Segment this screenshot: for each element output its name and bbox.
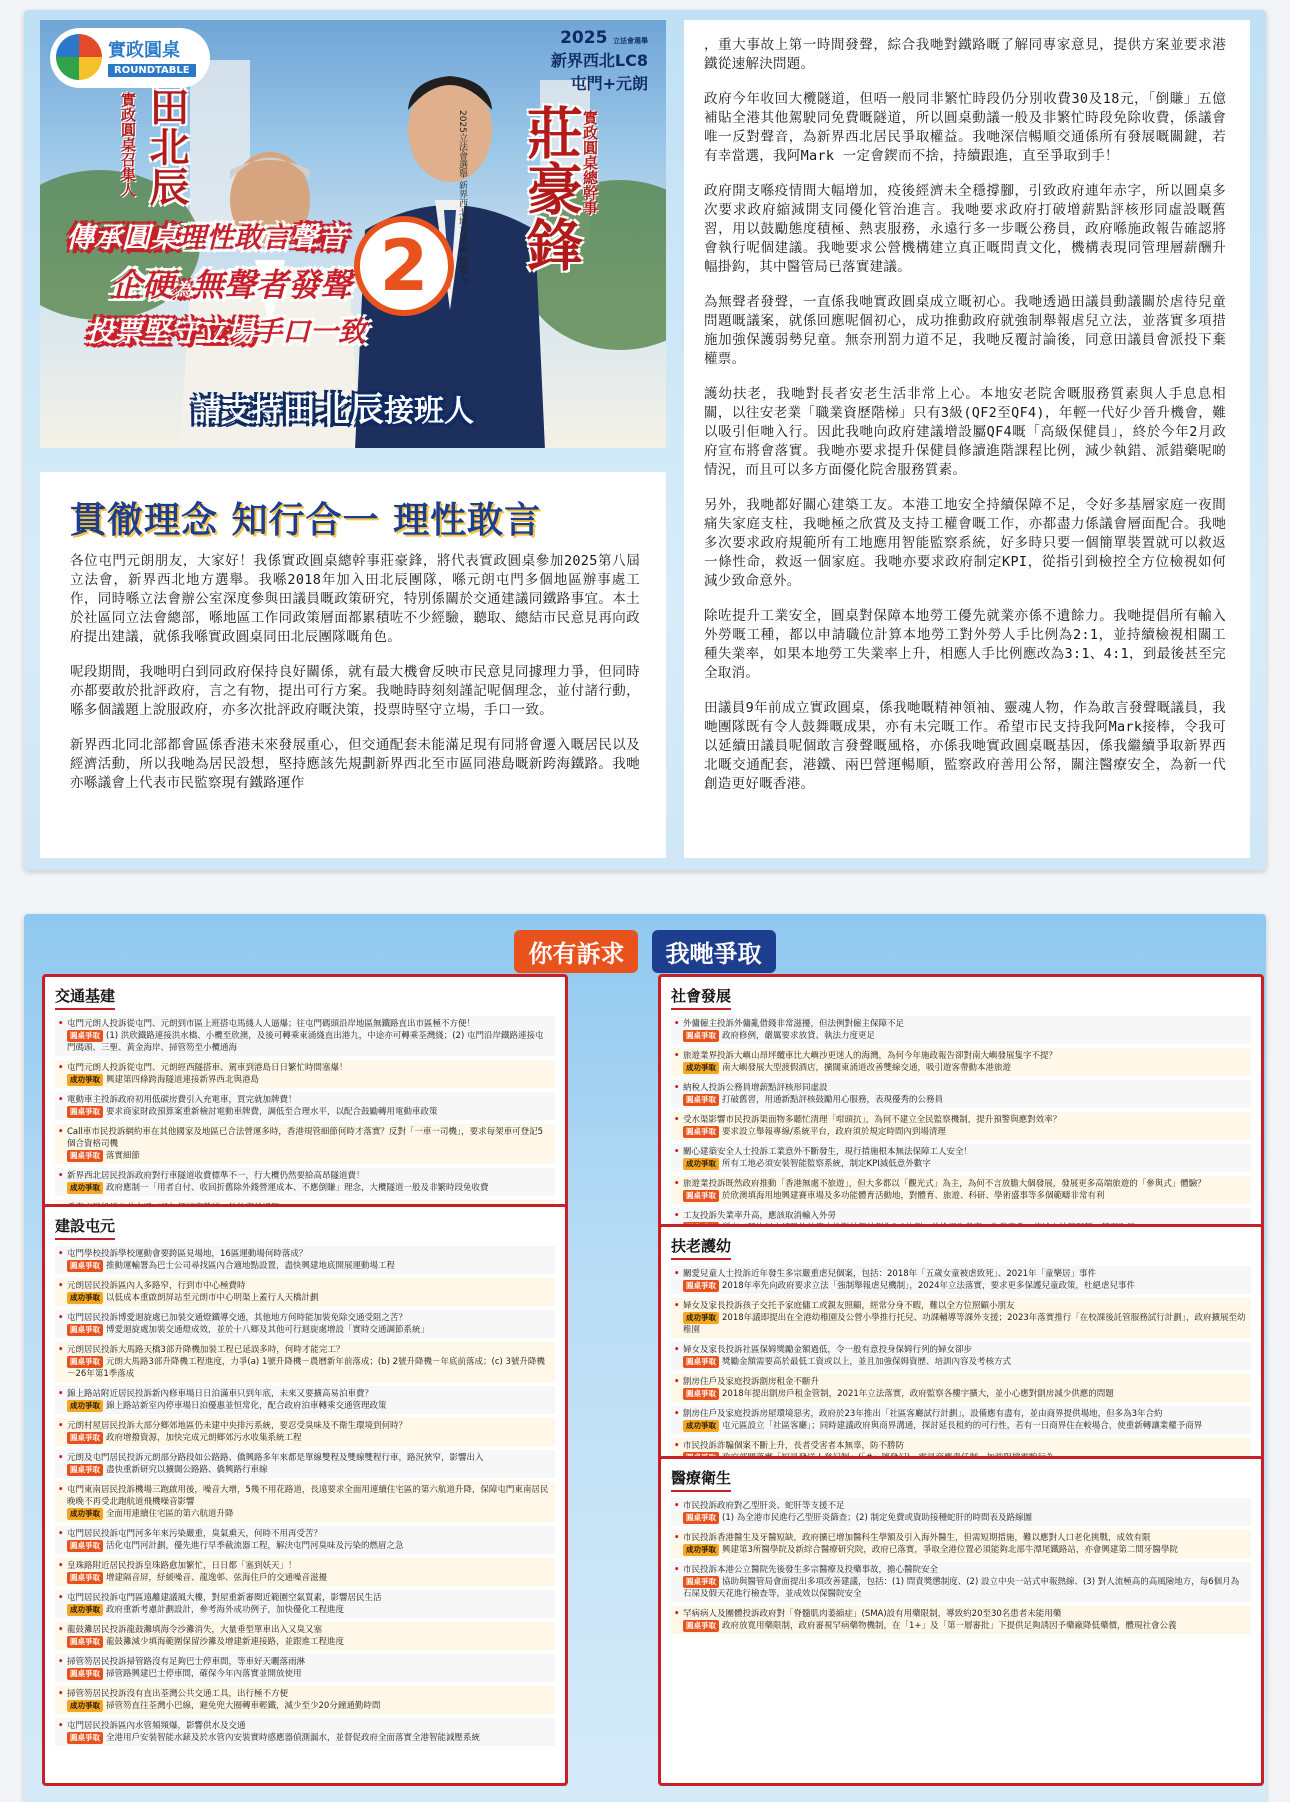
left-person-title: 實政圓桌召集人 — [119, 92, 137, 197]
demand-item — [671, 1342, 1251, 1370]
demand-question: 元朗居民投訴區內人多路窄，行到市中心極費時 — [67, 1281, 246, 1291]
bullet-icon: • — [674, 1301, 680, 1311]
demand-item — [671, 1176, 1251, 1204]
demand-item — [671, 1016, 1251, 1044]
demand-question: 錦上路站附近居民投訴新內修車場日日泊滿車只到年底，未來又要擴高易泊車費？ — [67, 1389, 374, 1399]
status-badge: 圓桌爭取 — [67, 1260, 103, 1272]
category-care — [658, 1224, 1264, 1464]
demand-answer — [683, 1030, 1247, 1042]
status-badge: 成功爭取 — [67, 1292, 103, 1304]
demand-item — [671, 1530, 1251, 1558]
status-badge: 圓桌爭取 — [67, 1106, 103, 1118]
demand-answer-text: 所有工地必須安裝智能監察系統，制定KPI減低意外數字 — [722, 1159, 931, 1169]
demands-banner — [24, 930, 1266, 974]
demand-answer — [67, 1150, 551, 1162]
demand-item — [55, 1590, 555, 1618]
demand-answer-text: 協助與醫管局會面提出多項改善建議，包括：(1) 問責獎懲制度、(2) 設立中央一站式申報熱線、(3) 對人流極高的高風險地方，每6個月為石屎及假天花進行檢查等，並成效以保醫院安全 — [683, 1577, 1240, 1599]
demand-item — [55, 1718, 555, 1746]
bullet-icon: • — [674, 1533, 680, 1543]
bullet-icon: • — [58, 1171, 64, 1181]
demand-answer — [683, 1544, 1247, 1556]
demand-answer-text: 打破舊習，用通新點評核鼓勵用心服務，表現優秀的公務員 — [722, 1095, 944, 1105]
demand-answer-text: 屯元區設立「社區客廳」；同時建議政府與商界溝通，探討延長租約的可行性，若有一日商界住在較場合，使重新轉讓業權予商界 — [722, 1421, 1203, 1431]
status-badge: 圓桌爭取 — [683, 1190, 719, 1202]
bullet-icon: • — [58, 1625, 64, 1635]
demand-answer — [67, 1074, 551, 1086]
demand-answer-text: 政府重新考慮計劃設計，參考海外成功例子，加快優化工程進度 — [106, 1605, 345, 1615]
demand-item — [671, 1498, 1251, 1526]
demand-answer-text: 落實細節 — [106, 1151, 141, 1161]
category-title: 扶老護幼 — [671, 1235, 731, 1260]
demand-answer — [683, 1062, 1247, 1074]
demand-answer-text: 南大嶼發展大型渡假酒店，擴闊東涌道改善雙線交通，吸引遊客帶動本港旅遊 — [722, 1063, 1012, 1073]
bullet-icon: • — [58, 1249, 64, 1259]
status-badge: 成功爭取 — [67, 1508, 103, 1520]
demand-question: 皇珠路附近居民投訴皇珠路愈加繁忙，日日都「塞到妖天」！ — [67, 1561, 297, 1571]
demand-question: 元朗村屋居民投訴大部分鄉郊地區仍未建中央排污系統，要忍受臭味及不衛生環境到何時？ — [67, 1421, 408, 1431]
demand-answer — [67, 1292, 551, 1304]
demand-answer-text: 2018年議即提出在全港幼稚園及公營小學推行托兒、功課輔導等課外支援；2023年落實推行「在校課後託管服務試行計劃」，政府擴展至幼稚園 — [683, 1313, 1246, 1335]
demand-answer — [67, 1700, 551, 1712]
demand-question: 掃管笏居民投訴沒有直出荃灣公共交通工具，出行極不方便 — [67, 1689, 289, 1699]
demand-question: 劏房住戶及家庭投訴劏房租金不斷升 — [683, 1377, 820, 1387]
election-type: 立法會選舉 — [613, 37, 648, 45]
bullet-icon: • — [674, 1409, 680, 1419]
demand-answer-text: (1) 為全港市民進行乙型肝炎篩查；(2) 制定免費或資助接種蛇肝的時間表及路線圖 — [722, 1513, 1032, 1523]
demand-item — [671, 1112, 1251, 1140]
bullet-icon: • — [58, 1389, 64, 1399]
bullet-icon: • — [58, 1313, 64, 1323]
status-badge: 成功爭取 — [67, 1074, 103, 1086]
demand-item — [55, 1526, 555, 1554]
demand-question: 婦女及家長投訴孩子交托予家庭傭工或親友照顧，經常分身不暇，難以全方位照顧小朋友 — [683, 1301, 1015, 1311]
bullet-icon: • — [58, 1593, 64, 1603]
demand-item — [671, 1144, 1251, 1172]
bullet-icon: • — [674, 1565, 680, 1575]
manifesto-paragraph: 除咗提升工業安全，圓桌對保障本地勞工優先就業亦係不遺餘力。我哋提倡所有輸入外勞嘅工種，都以申請職位計算本地勞工對外勞人手比例為2:1，並持續檢視相關工種失業率，如果本地勞工失業率上升，相應人手比例應改為3:1、4:1，到最後甚至完全取消。 — [704, 608, 1226, 681]
category-items — [671, 1498, 1251, 1634]
bullet-icon: • — [58, 1561, 64, 1571]
manifesto-paragraph: 田議員9年前成立實政圓桌，係我哋嘅精神領袖、靈魂人物，作為敢言發聲嘅議員，我哋團隊既有令人鼓舞嘅成果，亦有未完嘅工作。希望市民支持我阿Mark接棒，令我可以延續田議員呢個敢言發聲嘅風格，亦係我哋實政圓桌嘅基因，係我繼續爭取新界西北嘅交通配套，港鐵、兩巴營運暢順，監察政府善用公帑，關注醫療安全，為新一代創造更好嘅香港。 — [704, 700, 1226, 792]
logo-subtitle: ROUNDTABLE — [108, 64, 196, 77]
demand-answer — [683, 1158, 1247, 1170]
bullet-icon: • — [674, 1377, 680, 1387]
demand-answer-text: 推動運輸署為巴士公司尋找區內合適地點設置，盡快興建地底開展運動場工程 — [106, 1261, 396, 1271]
demand-item — [671, 1606, 1251, 1634]
demand-item — [671, 1080, 1251, 1108]
status-badge: 圓桌爭取 — [683, 1576, 719, 1588]
intro-section — [40, 472, 666, 858]
demand-answer-text: 元朗大馬路3部升降機工程進度，力爭(a) 1號升降機－農曆新年前落成；(b) 2號升降機－年底前落成；(c) 3號升降機－26年第1季落成 — [67, 1357, 545, 1379]
status-badge: 成功爭取 — [683, 1158, 719, 1170]
category-health — [658, 1456, 1264, 1786]
demand-answer — [683, 1312, 1247, 1336]
demand-item — [55, 1386, 555, 1414]
election-tag — [551, 28, 648, 94]
category-items — [671, 1266, 1251, 1464]
demand-answer-text: 政府放寬用藥限制，政府審視罕病藥物機制，在「1+」及「第一層審批」下提供足夠誘因予藥廠降低藥價，體現社會公義 — [722, 1621, 1177, 1631]
banner-your-demands: 你有訴求 — [514, 930, 638, 973]
bullet-icon: • — [58, 1019, 64, 1029]
demand-item — [671, 1562, 1251, 1602]
demand-item — [55, 1418, 555, 1446]
demand-question: 罕病病人及團體投訴政府對「脊髓肌肉萎縮症」(SMA)設有用藥限制，導致約20至30名患者未能用藥 — [683, 1609, 1062, 1619]
status-badge: 圓桌爭取 — [683, 1512, 719, 1524]
demand-answer-text: 掃管笏直往荃灣小巴線，避免兜大圈轉車輕鐵，減少至少20分鐘通勤時間 — [106, 1701, 381, 1711]
status-badge: 成功爭取 — [67, 1700, 103, 1712]
bullet-icon: • — [674, 1345, 680, 1355]
logo-text: 實政圓桌 — [108, 40, 180, 61]
bullet-icon: • — [674, 1269, 680, 1279]
demand-question: 關心建築安全人士投訴工業意外不斷發生，現行措施根本無法保障工人安全！ — [683, 1147, 973, 1157]
demand-question: 納稅人投訴公務員增薪點評核形同虛設 — [683, 1083, 828, 1093]
status-badge: 圓桌爭取 — [67, 1030, 103, 1042]
status-badge: 圓桌爭取 — [683, 1388, 719, 1400]
category-items — [55, 1016, 555, 1214]
demand-answer-text: 以低成本重啟朗屏站至元朗市中心明渠上蓋行人天橋計劃 — [106, 1293, 319, 1303]
manifesto-paragraph: 政府今年收回大欖隧道，但唔一般同非繁忙時段仍分別收費30及18元，「倒賺」五億補貼全港其他駕駛同免費嘅隧道，所以圓桌動議一般及非繁忙時段免除收費，係議會唯一反對聲音，為新界西北居民爭取權益。我哋深信暢順交通係所有發展嘅關鍵，若有幸當選，我阿Mark 一定會鍥而不捨，持續跟進，直至爭取到手！ — [704, 91, 1226, 164]
demand-answer — [67, 1464, 551, 1476]
demand-question: 龍鼓灘居民投訴龍鼓灘填海令沙灘消失，大量垂型單車出入又臭又塞 — [67, 1625, 323, 1635]
demand-question: Call車市民投訴網約車在其他國家及地區已合法營運多時，香港規管細節何時才落實？反對「一車一司機」，要求每架車可登記5個合資格司機 — [67, 1127, 544, 1149]
demand-question: 屯門居民投訴區內水管頻頻爆，影響供水及交通 — [67, 1721, 246, 1731]
status-badge: 圓桌爭取 — [683, 1030, 719, 1042]
demand-answer — [67, 1260, 551, 1272]
demand-answer — [67, 1432, 551, 1444]
demand-answer — [683, 1576, 1247, 1600]
status-badge: 圓桌爭取 — [683, 1620, 719, 1632]
demand-question: 劏房住戶及家庭投訴房屋環境惡劣，政府於23年推出「社區客廳試行計劃」，設備應有盡有，並由商界提供場地，但多為3年合約 — [683, 1409, 1163, 1419]
bullet-icon: • — [674, 1147, 680, 1157]
status-badge: 成功爭取 — [67, 1182, 103, 1194]
bullet-icon: • — [58, 1421, 64, 1431]
bullet-icon: • — [674, 1051, 680, 1061]
demand-answer — [67, 1636, 551, 1648]
demand-answer — [67, 1182, 551, 1194]
demand-item — [55, 1622, 555, 1650]
demand-question: 元朗居民投訴大馬路天橋3部升降機加裝工程已延誤多時，何時才能完工？ — [67, 1345, 345, 1355]
bullet-icon: • — [674, 1441, 680, 1451]
demand-item — [671, 1406, 1251, 1434]
demand-question: 關愛兒童人士投訴近年發生多宗嚴重虐兒個案，包括：2018年「五歲女童被虐致死」、2021年「童樂居」事件 — [683, 1269, 1097, 1279]
category-social — [658, 974, 1264, 1232]
intro-paragraph: 呢段期間，我哋明白到同政府保持良好關係，就有最大機會反映市民意見同據理力爭，但同時亦都要敢於批評政府，言之有物，提出可行方案。我哋時時刻刻謹記呢個理念，並付諸行動，喺多個議題上說服政府，亦多次批評政府嘅決策，投票時堅守立場，手口一致。 — [70, 664, 640, 718]
demand-item — [671, 1266, 1251, 1294]
demand-question: 電動車主投訴政府初用低碳房費引入充電車，買完就加牌費！ — [67, 1095, 297, 1105]
logo-icon — [56, 34, 102, 80]
bullet-icon: • — [674, 1211, 680, 1221]
manifesto-paragraph: 另外，我哋都好關心建築工友。本港工地安全持續保障不足，令好多基層家庭一夜間痛失家庭支柱，我哋極之欣賞及支持工權會嘅工作，亦都盡力係議會層面配合。我哋多次要求政府規範所有工地應用智能監察系統，好多時只要一個簡單裝置就可以救返一條性命，救返一個家庭。我哋亦要求政府制定KPI，從指引到檢控全方位檢視如何減少致命意外。 — [704, 497, 1226, 589]
demand-item — [55, 1654, 555, 1682]
demand-question: 市民投訴香港醫生及牙醫短缺，政府擴已增加醫科生學額及引入海外醫生，但需短期措施，難以應對人口老化挑戰，成效有限 — [683, 1533, 1151, 1543]
status-badge: 圓桌爭取 — [67, 1572, 103, 1584]
demand-question: 掃管笏居民投訴掃管路沒有足夠巴士停車間，等車好天曬落雨淋 — [67, 1657, 306, 1667]
intro-paragraph: 新界西北同北部都會區係香港未來發展重心，但交通配套未能滿足現有同將會遷入嘅居民以及經濟活動，所以我哋為居民設想，堅持應該先規劃新界西北至市區同港島嘅新跨海鐵路。我哋亦喺議會上代表市民監察現有鐵路運作 — [70, 737, 640, 791]
bullet-icon: • — [58, 1485, 64, 1495]
candidate-number-badge: 2 — [354, 216, 454, 316]
demand-answer — [67, 1540, 551, 1552]
demand-answer — [67, 1400, 551, 1412]
demand-answer — [683, 1280, 1247, 1292]
demand-answer-text: 掃管路興建巴士停車間，確保今年內落實並開放使用 — [106, 1669, 302, 1679]
category-transport — [42, 974, 568, 1214]
demand-item — [55, 1482, 555, 1522]
demand-item — [55, 1016, 555, 1056]
demand-item — [55, 1278, 555, 1306]
demand-question: 屯門居民投訴屯門區遠離建議風大樓，對屋重新審閱近範圍空氣質素，影響居民生活 — [67, 1593, 382, 1603]
campaign-poster — [40, 20, 666, 448]
intro-paragraph: 各位屯門元朗朋友，大家好！我係實政圓桌總幹事莊豪鋒，將代表實政圓桌參加2025第八屆立法會，新界西北地方選舉。我喺2018年加入田北辰團隊，喺元朗屯門多個地區辦事處工作，同時喺立法會辦公室深度參與田議員嘅政策研究，特別係關於交通建議同鐵路事宜。本土於社區同立法會總部，喺地區工作同政策層面都累積咗不少經驗，聽取、總結市民意見再向政府提出建議，就係我喺實政圓桌同田北辰團隊嘅角色。 — [70, 553, 640, 645]
status-badge: 圓桌爭取 — [67, 1464, 103, 1476]
demand-answer-text: 於欣澳填海用地興建賽車場及多功能體育活動地，對體育、旅遊、科研、學術盛事等多個範疇非常有利 — [722, 1191, 1105, 1201]
intro-body — [70, 552, 640, 809]
top-leaflet-page — [24, 10, 1266, 870]
status-badge: 成功爭取 — [67, 1604, 103, 1616]
banner-we-fight: 我哋爭取 — [652, 930, 776, 973]
demand-item — [55, 1558, 555, 1586]
status-badge: 成功爭取 — [67, 1400, 103, 1412]
demand-question: 市民投訴政府對乙型肝炎、蛇肝等支援不足 — [683, 1501, 845, 1511]
demand-answer-text: 政府增撥資源，加快完成元朗鄉郊污水收集系統工程 — [106, 1433, 302, 1443]
manifesto-paragraph: ，重大事故上第一時間發聲，綜合我哋對鐵路嘅了解同專家意見，提供方案並要求港鐵從速解決問題。 — [704, 37, 1226, 72]
bullet-icon: • — [674, 1609, 680, 1619]
bullet-icon: • — [674, 1083, 680, 1093]
demand-answer — [67, 1732, 551, 1744]
status-badge: 圓桌爭取 — [683, 1356, 719, 1368]
demand-item — [55, 1092, 555, 1120]
status-badge: 圓桌爭取 — [67, 1540, 103, 1552]
demand-answer-text: 活化屯門河計劃，優先進行早季截流器工程，解決屯門河臭味及污染的燃眉之急 — [106, 1541, 404, 1551]
demand-answer — [67, 1356, 551, 1380]
bullet-icon: • — [58, 1721, 64, 1731]
demand-answer — [67, 1668, 551, 1680]
category-build — [42, 1204, 568, 1786]
demand-item — [55, 1124, 555, 1164]
bottom-leaflet-page — [24, 914, 1266, 1802]
demand-answer-text: 政府應制一「用者自付、收回折舊除外錢營運成本、不應倒賺」理念，大欖隧道一般及非繁時段免收費 — [106, 1183, 489, 1193]
demand-question: 屯門學校投訴學校運動會要跨區見場地，16區運動場何時落成？ — [67, 1249, 308, 1259]
bullet-icon: • — [58, 1063, 64, 1073]
status-badge: 成功爭取 — [683, 1420, 719, 1432]
demand-question: 元朗及屯門居民投訴元朗部分路段如公路路、僑興路多年來都是單線雙程及雙線雙程行車，路況狹窄，影響出入 — [67, 1453, 484, 1463]
demand-answer-text: 錦上路站新室內停車場日泊優惠並恒常化，配合政府泊車轉乘交通管理政策 — [106, 1401, 387, 1411]
right-person-name: 莊豪鋒 — [518, 104, 583, 272]
demand-question: 旅遊業界投訴大嶼山昂坪纜車比大嶼沙更迷人的海灣，為何今年施政報告卻對南大嶼發展隻字不提？ — [683, 1051, 1058, 1061]
status-badge: 成功爭取 — [683, 1544, 719, 1556]
manifesto-body — [704, 36, 1226, 810]
demand-question: 屯門居民投訴屯門河多年來污染嚴重，臭氣熏天，何時不用再受苦？ — [67, 1529, 323, 1539]
status-badge: 圓桌爭取 — [67, 1150, 103, 1162]
demand-answer-text: 龍鼓灘減少填海範圍保留沙灘及增建新連接路，並跟進工程進度 — [106, 1637, 345, 1647]
status-badge: 圓桌爭取 — [67, 1432, 103, 1444]
demand-item — [55, 1246, 555, 1274]
demand-answer-text: 全港用戶安裝智能水錶及於水管內安裝實時感應器偵測漏水，並督促政府全面落實全港智能減壓系統 — [106, 1733, 481, 1743]
bullet-icon: • — [58, 1453, 64, 1463]
demand-answer-text: 獎勵金額需要高於最低工資或以上，並且加強保姆資歷、培訓內容及考核方式 — [722, 1357, 1012, 1367]
slogan-line-2: 企硬為無聲者發聲 — [110, 266, 353, 304]
demand-answer — [67, 1324, 551, 1336]
status-badge: 圓桌爭取 — [683, 1126, 719, 1138]
bullet-icon: • — [58, 1281, 64, 1291]
district-area: 屯門+元朗 — [570, 74, 648, 93]
demand-item — [55, 1686, 555, 1714]
demand-answer-text: 興建第四條跨海隧道連接新界西北與港島 — [106, 1075, 260, 1085]
demand-question: 外傭僱主投訴外傭亂借錢非常滋擾，但法例對僱主保障不足 — [683, 1019, 905, 1029]
category-title: 醫療衛生 — [671, 1467, 731, 1492]
status-badge: 圓桌爭取 — [67, 1732, 103, 1744]
demand-answer — [683, 1126, 1247, 1138]
demand-question: 受水渠影響市民投訴渠面物多聽忙清理「咁頭抗」，為何不建立全民監察機制，提升預警與應對效率？ — [683, 1115, 1062, 1125]
right-person-title: 實政圓桌總幹事 — [581, 110, 599, 215]
bullet-icon: • — [58, 1095, 64, 1105]
status-badge: 圓桌爭取 — [67, 1324, 103, 1336]
demand-answer — [67, 1508, 551, 1520]
demand-item — [55, 1310, 555, 1338]
district-code: 新界西北LC8 — [550, 51, 648, 70]
category-items — [671, 1016, 1251, 1232]
demand-item — [671, 1048, 1251, 1076]
category-title: 建設屯元 — [55, 1215, 115, 1240]
election-year: 2025 — [560, 28, 608, 48]
demand-item — [55, 1342, 555, 1382]
demand-answer-text: 2018年率先向政府要求立法「強制舉報虐兒機制」，2024年立法落實，要求更多保護兒童政策，杜絕虐兒事件 — [722, 1281, 1136, 1291]
demand-answer-text: 政府修例，嚴厲要求放貸、執法力度更足 — [722, 1031, 876, 1041]
status-badge: 圓桌爭取 — [683, 1094, 719, 1106]
demand-question: 新界西北居民投訴政府對行車隧道收費標準不一，行大欖仍然要給高昂隧道費！ — [67, 1171, 365, 1181]
status-badge: 成功爭取 — [683, 1062, 719, 1074]
left-person-name: 田北辰 — [143, 86, 189, 206]
demand-item — [55, 1168, 555, 1196]
demand-answer-text: 盡快重新研究以擴闊公路路、僑興路行車線 — [106, 1465, 268, 1475]
demand-answer — [683, 1620, 1247, 1632]
manifesto-paragraph: 為無聲者發聲，一直係我哋實政圓桌成立嘅初心。我哋透過田議員動議關於虐待兒童問題嘅議案，就係回應呢個初心，成功推動政府就強制舉報虐兒立法，並落實多項措施加強保護弱勢兒童。無奈刑罰力道不足，我哋反覆討論後，同意田議員會派投下棄權票。 — [704, 294, 1226, 367]
demand-item — [671, 1374, 1251, 1402]
bullet-icon: • — [674, 1115, 680, 1125]
demand-answer-text: (1) 洪欣鐵路連接洪水橋、小欖至欣澳，及後可轉乘東涌綫直出港九，中途亦可轉乘荃灣綫；(2) 屯門沿岸鐵路連接屯門碼頭、三聖、黃金海岸、掃管笏至小欖通海 — [67, 1031, 544, 1053]
demand-answer-text: 全面用連續住宅區的第六航道升降 — [106, 1509, 234, 1519]
demand-answer — [683, 1094, 1247, 1106]
demand-question: 屯門元朗人投訴從屯門、元朗經西隧搭車、駕車到港島日日繁忙時間塞爆！ — [67, 1063, 348, 1073]
bullet-icon: • — [674, 1019, 680, 1029]
bullet-icon: • — [58, 1529, 64, 1539]
demand-answer-text: 2018年提出劏房戶租金管制，2021年立法落實，政府監察各樓宇擴大，並小心應對劏房減少供應的問題 — [722, 1389, 1114, 1399]
status-badge: 圓桌爭取 — [67, 1668, 103, 1680]
demand-answer — [683, 1420, 1247, 1432]
bullet-icon: • — [58, 1127, 64, 1137]
demand-answer — [67, 1106, 551, 1118]
status-badge: 圓桌爭取 — [67, 1636, 103, 1648]
demand-answer — [67, 1572, 551, 1584]
support-slogan: 請支持田北辰接班人 — [192, 390, 474, 430]
bullet-icon: • — [674, 1179, 680, 1189]
demand-answer — [683, 1190, 1247, 1202]
demand-answer — [683, 1512, 1247, 1524]
demand-answer-text: 博愛迴旋處加裝交通燈成效，並於十八鄉及其他可行迴旋處增設「實時交通調節系統」 — [106, 1325, 430, 1335]
bullet-icon: • — [58, 1345, 64, 1355]
right-person-caption: 2025立法會選舉 新界西北地方選區 候選人 — [457, 110, 467, 283]
demand-question: 屯門東南居民投訴機場三跑啟用後，噪音大增，5幾不用花路道，長遠要求全面用連續住宅區的第六航道升降，保障屯門東南居民晚晚不再受北跑航道飛機噪音影響 — [67, 1485, 549, 1507]
roundtable-logo — [50, 28, 210, 88]
demand-answer — [67, 1604, 551, 1616]
bullet-icon: • — [58, 1657, 64, 1667]
demand-answer — [683, 1388, 1247, 1400]
demand-question: 旅遊業投訴既然政府推動「香港無處不旅遊」，但大多都以「觀光式」為主，為何不言放膽大個發展，發展更多高端旅遊的「參與式」體驗？ — [683, 1179, 1206, 1189]
category-title: 社會發展 — [671, 985, 731, 1010]
manifesto-column — [684, 20, 1250, 858]
demand-item — [671, 1298, 1251, 1338]
demand-question: 市民投訴詐騙個案不斷上升，長者受害者本無辜，防不勝防 — [683, 1441, 905, 1451]
demand-answer-text: 要求設立舉報專線/系統平台，政府須於規定時間內到場清理 — [722, 1127, 946, 1137]
demand-question: 市民投訴本港公立醫院先後發生多宗醫療及投藥事故，擔心醫院安全 — [683, 1565, 939, 1575]
demand-answer — [67, 1030, 551, 1054]
demand-answer-text: 要求商家財政預算案重新檢討電動車牌費，調低至合理水平，以配合鼓勵轉用電動車政策 — [106, 1107, 438, 1117]
category-items — [55, 1246, 555, 1746]
category-title: 交通基建 — [55, 985, 115, 1010]
status-badge: 成功爭取 — [683, 1312, 719, 1324]
manifesto-paragraph: 政府開支喺疫情間大幅增加，疫後經濟未全穩撐腳，引致政府連年赤字，所以圓桌多次要求政府縮減開支同優化管治進言。我哋要求政府打破增薪點評核形同虛設嘅舊習，用以鼓勵態度積極、熱衷服務，永遠行多一步嘅公務員，政府喺施政報告確認將會執行呢個建議。我哋要求公營機構建立真正嘅問責文化，機構表現同管理層薪酬升幅掛鈎，其中醫管局已落實建議。 — [704, 183, 1226, 275]
slogan-line-1: 傳承圓桌理性敢言聲音 — [66, 221, 347, 254]
status-badge: 圓桌爭取 — [67, 1356, 103, 1368]
demand-answer-text: 興建第3所醫學院及新綜合醫療研究院，政府已落實，爭取全港位置必須能夠北部牛潭尾鐵路站，亦會興建第二間牙醫學院 — [722, 1545, 1178, 1555]
slogan-line-3: 投票堅守立場手口一致 — [86, 315, 367, 348]
demand-answer-text: 增建隔音屏，紓緩噪音、龍逸邨、弦海住戶的交通噪音滋擾 — [106, 1573, 328, 1583]
intro-title: 貫徹理念 知行合一 理性敢言 — [70, 500, 542, 541]
status-badge: 圓桌爭取 — [683, 1280, 719, 1292]
bullet-icon: • — [58, 1689, 64, 1699]
demand-answer — [683, 1356, 1247, 1368]
demand-question: 屯門居民投訴博愛迴旋處已加裝交通燈鐵導交通，其他地方何時能加裝免除交通受阻之苦？ — [67, 1313, 408, 1323]
demand-question: 屯門元朗人投訴從屯門、元朗到市區上班搭屯馬綫人人逼爆；往屯門碼頭沿岸地區無鐵路直出市區極不方便！ — [67, 1019, 476, 1029]
demand-item — [55, 1450, 555, 1478]
demand-question: 工友投訴失業率升高，應該取消輸入外勞 — [683, 1211, 837, 1221]
bullet-icon: • — [674, 1501, 680, 1511]
demand-item — [55, 1060, 555, 1088]
manifesto-paragraph: 護幼扶老，我哋對長者安老生活非常上心。本地安老院舍嘅服務質素與人手息息相關，以往安老業「職業資歷階梯」只有3級(QF2至QF4)，年輕一代好少晉升機會，難以吸引佢哋入行。因此我哋向政府建議增設屬QF4嘅「高級保健員」，終於今年2月政府宣布將會落實。我哋亦要求提升保健員修讀進階課程比例，減少執錯、派錯藥呢啲情況，而且可以多方面優化院舍服務質素。 — [704, 386, 1226, 478]
demand-question: 婦女及家長投訴社區保姆獎勵金額過低，令一般有意投身保姆行列的婦女卻步 — [683, 1345, 973, 1355]
